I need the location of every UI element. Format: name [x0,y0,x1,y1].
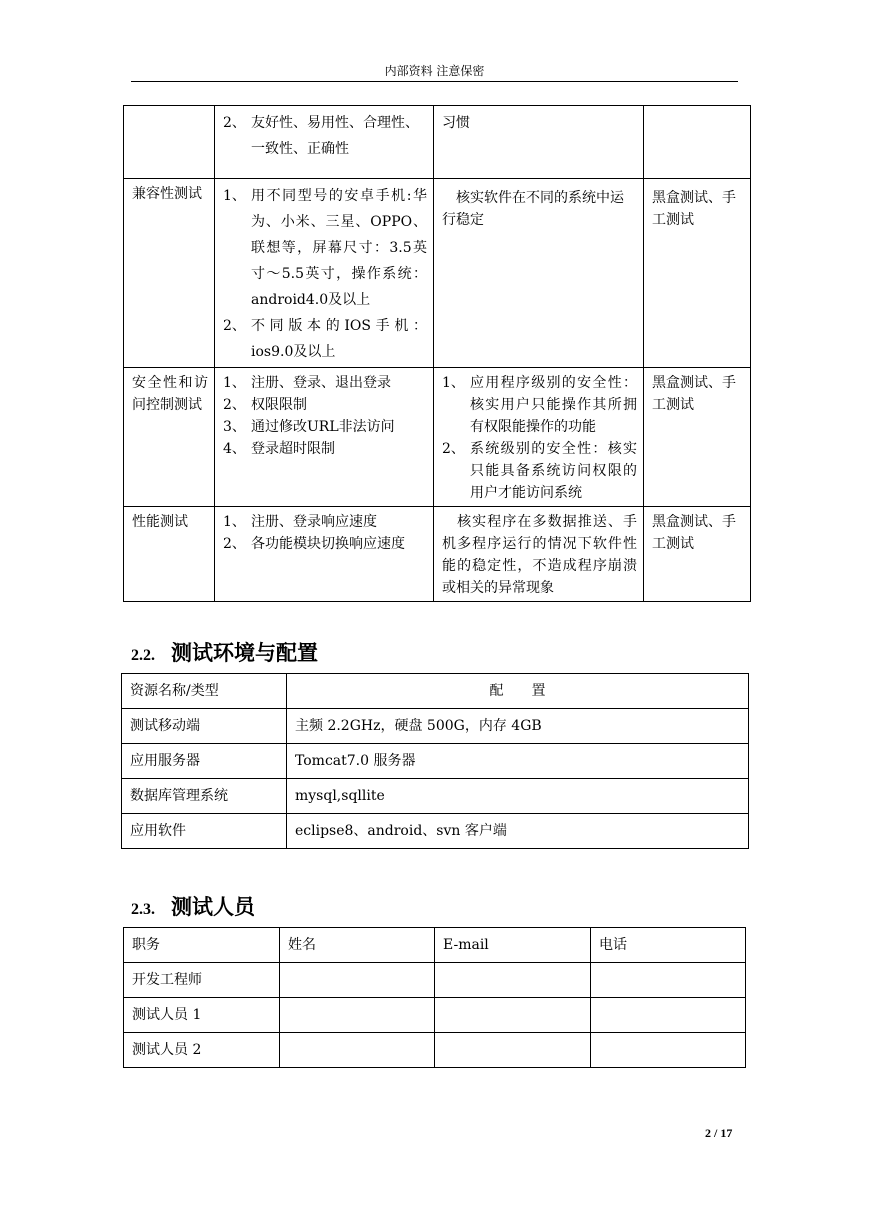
table-cell [591,1033,746,1068]
table-cell: 应用软件 [122,814,287,849]
table-row [122,814,749,849]
content-cell [215,368,434,507]
content-cell [215,507,434,602]
table-cell [435,1033,591,1068]
list-item: 1、 注册、登录响应速度 [223,514,377,530]
purpose-cell: 习惯 [434,106,644,179]
header-divider [131,81,738,82]
method-cell: 黑盒测试、手工测试 [644,179,751,368]
table-row [122,779,749,814]
list-item: 2、 权限限制 [223,397,307,413]
table-cell: 应用服务器 [122,744,287,779]
table-cell: 数据库管理系统 [122,779,287,814]
table-cell: 测试人员 2 [124,1033,280,1068]
table-row [124,1033,746,1068]
table-row [124,179,751,368]
section-heading-staff [131,891,255,921]
table-row [124,998,746,1033]
section-number: 2.2. [131,647,155,664]
table-cell: 开发工程师 [124,963,280,998]
method-cell: 黑盒测试、手工测试 [644,507,751,602]
column-header: 资源名称/类型 [122,674,287,709]
purpose-cell: 核实软件在不同的系统中运行稳定 [434,179,644,368]
staff-table [123,927,746,1068]
table-row [124,106,751,179]
list-item: 1、 应用程序级别的安全性：核实用户只能操作其所拥有权限能操作的功能 [442,375,637,435]
column-header: 电话 [591,928,746,963]
list-item: 1、 注册、登录、退出登录 [223,375,391,391]
table-row [122,744,749,779]
table-header-row [122,674,749,709]
page-number: 2 / 17 [705,1126,733,1140]
table-cell: mysql,sqllite [287,779,749,814]
section-heading-env [131,637,318,667]
table-cell: Tomcat7.0 服务器 [287,744,749,779]
table-row [122,709,749,744]
purpose-cell: 核实程序在多数据推送、手机多程序运行的情况下软件性能的稳定性，不造成程序崩溃或相关的异常现象 [434,507,644,602]
column-header: E-mail [435,928,591,963]
category-cell [124,106,215,179]
table-cell [280,963,435,998]
environment-table [121,673,749,849]
table-cell: eclipse8、android、svn 客户端 [287,814,749,849]
table-row [124,507,751,602]
section-title: 测试环境与配置 [171,641,318,665]
list-item: 4、 登录超时限制 [223,441,335,457]
list-item: 2、 不同版本的IOS手机：ios9.0及以上 [223,318,427,360]
content-cell [215,106,434,179]
list-item: 3、 通过修改URL非法访问 [223,419,395,435]
section-title: 测试人员 [171,895,255,919]
list-item: 2、 各功能模块切换响应速度 [223,536,405,552]
method-cell [644,106,751,179]
column-header: 姓名 [280,928,435,963]
table-cell: 测试移动端 [122,709,287,744]
test-plan-table [123,105,751,602]
table-row [124,368,751,507]
column-header: 职务 [124,928,280,963]
category-cell: 安全性和访问控制测试 [124,368,215,507]
section-number: 2.3. [131,901,155,918]
page-header: 内部资料 注意保密 [384,64,485,78]
list-item: 2、 系统级别的安全性：核实只能具备系统访问权限的用户才能访问系统 [442,441,637,501]
table-cell [280,1033,435,1068]
method-cell: 黑盒测试、手工测试 [644,368,751,507]
list-item: 2、 友好性、易用性、合理性、一致性、正确性 [223,115,419,157]
table-cell: 测试人员 1 [124,998,280,1033]
column-header: 配 置 [287,674,749,709]
table-cell [591,963,746,998]
content-cell [215,179,434,368]
table-cell [435,963,591,998]
category-cell: 兼容性测试 [124,179,215,368]
table-cell [591,998,746,1033]
category-cell: 性能测试 [124,507,215,602]
list-item: 1、 用不同型号的安卓手机:华为、小米、三星、OPPO、联想等，屏幕尺寸：3.5英寸～5.5英寸，操作系统：android4.0及以上 [223,188,427,308]
table-cell [280,998,435,1033]
table-header-row [124,928,746,963]
table-cell [435,998,591,1033]
table-row [124,963,746,998]
table-cell: 主频 2.2GHz，硬盘 500G，内存 4GB [287,709,749,744]
purpose-cell [434,368,644,507]
